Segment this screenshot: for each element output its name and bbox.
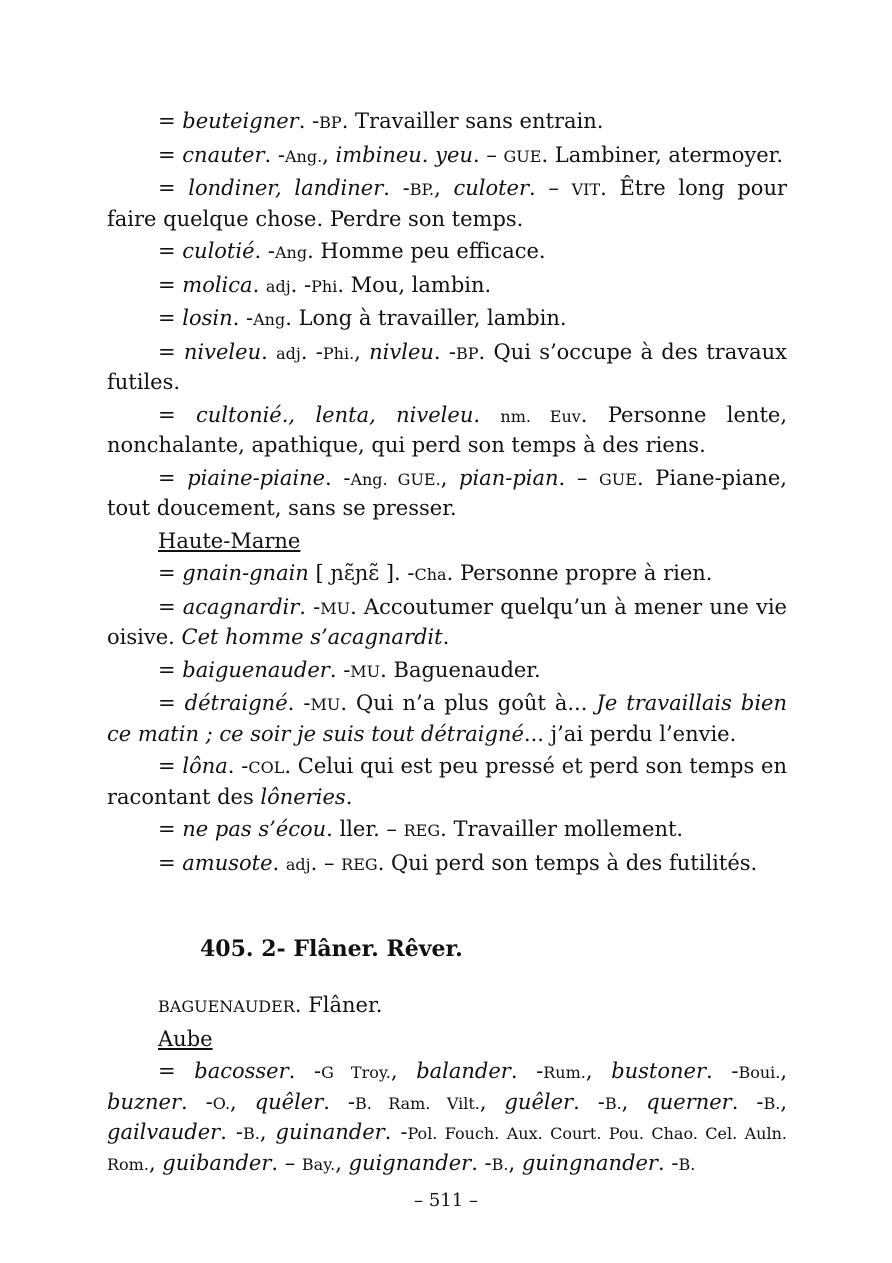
text-run: . Accoutumer quelqu’un à mener une vie oisive. bbox=[107, 594, 787, 649]
text-run: . - bbox=[573, 1089, 605, 1114]
dialect-term: détraigné bbox=[184, 691, 288, 715]
source-abbrev: adj bbox=[265, 276, 291, 296]
dialect-term: querner bbox=[646, 1089, 732, 1114]
text-run: . - bbox=[433, 339, 456, 364]
dictionary-entry bbox=[107, 1057, 787, 1179]
text-run: . - bbox=[227, 754, 249, 778]
source-abbrev: BP bbox=[319, 113, 342, 132]
text-run: . - bbox=[471, 1150, 492, 1175]
text-run: , bbox=[335, 1150, 349, 1175]
source-abbrev: Cha bbox=[414, 565, 447, 584]
text-run: = bbox=[158, 1059, 195, 1083]
source-abbrev: COL bbox=[248, 758, 285, 777]
text-run: , bbox=[322, 142, 336, 167]
text-run: . – bbox=[310, 850, 342, 875]
text-run: [ ɲɛ̃ɲɛ̃ ]. - bbox=[308, 561, 415, 585]
source-abbrev: Pol. Fouch. Aux. Court. Pou. Chao. Cel. Auln. Rom. bbox=[107, 1124, 787, 1174]
dictionary-entry bbox=[107, 174, 787, 234]
text-run: = bbox=[158, 402, 196, 427]
dialect-term: beuteigner bbox=[182, 109, 299, 133]
source-abbrev: Ang bbox=[274, 243, 308, 262]
text-run: = bbox=[158, 176, 189, 200]
text-run: . Celui qui est peu pressé et perd son temps en racontant des bbox=[107, 754, 787, 809]
source-abbrev: MU bbox=[320, 598, 351, 618]
source-abbrev: G Troy. bbox=[321, 1063, 391, 1082]
source-abbrev: GUE bbox=[503, 146, 542, 166]
text-run: . bbox=[252, 272, 266, 297]
source-abbrev: adj bbox=[276, 343, 301, 363]
text-run: = bbox=[158, 239, 183, 263]
dialect-term: imbineu. yeu bbox=[335, 142, 473, 167]
text-run: . Flâner. bbox=[294, 993, 383, 1017]
source-abbrev: BAGUENAUDER bbox=[158, 997, 295, 1016]
dialect-term: lôneries bbox=[260, 784, 346, 809]
dialect-term: balander bbox=[416, 1059, 511, 1083]
text-run: . Qui perd son temps à des futilités. bbox=[377, 850, 758, 875]
source-abbrev: nm. Euv bbox=[500, 406, 581, 426]
dialect-term: cultonié., lenta, niveleu bbox=[195, 402, 474, 427]
page-body bbox=[107, 104, 787, 1179]
text-run: = bbox=[158, 142, 183, 167]
dialect-term: guêler bbox=[504, 1089, 574, 1114]
dialect-term: molica bbox=[182, 272, 253, 297]
dialect-term: guignander bbox=[348, 1150, 472, 1175]
dialect-term: gnain-gnain bbox=[182, 561, 309, 585]
text-run: = bbox=[158, 594, 183, 619]
page-number: – 511 – bbox=[414, 1190, 478, 1211]
entries-haute-marne bbox=[107, 559, 787, 879]
text-run: = bbox=[158, 657, 183, 682]
text-run: , bbox=[390, 1059, 417, 1083]
text-run: . - bbox=[706, 1059, 739, 1083]
source-abbrev: B. bbox=[604, 1093, 622, 1113]
text-run: . - bbox=[264, 142, 285, 167]
source-abbrev: Ang. GUE. bbox=[350, 469, 441, 489]
text-run: , bbox=[148, 1150, 163, 1175]
text-run: = bbox=[158, 691, 185, 715]
dialect-term: piaine-piaine bbox=[187, 465, 326, 490]
text-run: . - bbox=[329, 657, 351, 682]
source-abbrev: REG bbox=[341, 854, 378, 874]
source-abbrev: Boui. bbox=[738, 1063, 781, 1082]
dictionary-entry bbox=[107, 593, 787, 653]
dialect-term: buzner bbox=[107, 1089, 182, 1114]
source-abbrev: B. bbox=[242, 1124, 260, 1143]
dialect-term: niveleu bbox=[183, 339, 262, 364]
source-abbrev: B. Ram. Vilt. bbox=[355, 1093, 480, 1113]
text-run: , bbox=[780, 1089, 788, 1114]
text-run: . Qui n’a plus goût à... bbox=[340, 691, 597, 715]
text-run: . Personne propre à rien. bbox=[446, 561, 713, 585]
source-abbrev: VIT bbox=[571, 180, 601, 199]
dictionary-entry bbox=[107, 849, 787, 880]
section-intro bbox=[107, 991, 787, 1022]
text-run: = bbox=[158, 754, 183, 778]
text-run: . - bbox=[657, 1150, 679, 1175]
text-run: = bbox=[158, 306, 183, 330]
text-run: . – bbox=[472, 142, 504, 167]
text-run: . bbox=[272, 850, 286, 875]
text-run: , bbox=[259, 1120, 276, 1144]
text-run: . - bbox=[325, 465, 351, 490]
dialect-term: quêler bbox=[254, 1089, 324, 1114]
text-run: , bbox=[780, 1059, 788, 1083]
dialect-term: londiner, landiner bbox=[188, 176, 384, 200]
source-abbrev: B. bbox=[763, 1093, 781, 1113]
dictionary-entry bbox=[107, 689, 787, 749]
text-run: . Travailler sans entrain. bbox=[341, 109, 604, 133]
text-run: . Mou, lambin. bbox=[337, 272, 492, 297]
dialect-term: gailvauder bbox=[107, 1120, 221, 1144]
text-run: . - bbox=[232, 306, 254, 330]
dictionary-entry bbox=[107, 401, 787, 461]
text-run: . Qui s’occupe à des travaux futiles. bbox=[107, 339, 787, 394]
source-abbrev: Ang. bbox=[284, 146, 323, 166]
text-run: . - bbox=[300, 339, 323, 364]
source-abbrev: BP. bbox=[409, 180, 435, 199]
dialect-term: lôna bbox=[182, 754, 228, 778]
text-run: . Lambiner, atermoyer. bbox=[541, 142, 784, 167]
text-run: = bbox=[158, 561, 183, 585]
text-run: . Baguenauder. bbox=[380, 657, 541, 682]
text-run: . - bbox=[298, 109, 320, 133]
text-run: . - bbox=[288, 1059, 322, 1083]
text-run: , bbox=[621, 1089, 647, 1114]
dialect-term: pian-pian bbox=[459, 465, 559, 490]
dictionary-entry bbox=[107, 656, 787, 687]
text-run: , bbox=[585, 1059, 612, 1083]
source-abbrev: Bay. bbox=[301, 1154, 336, 1174]
entries-general bbox=[107, 107, 787, 524]
dialect-term: ne pas s’écou bbox=[182, 817, 327, 841]
entries-aube bbox=[107, 1057, 787, 1179]
dialect-term: cnauter bbox=[182, 142, 265, 167]
region-heading-haute-marne: Haute-Marne bbox=[158, 528, 301, 553]
text-run: . - bbox=[254, 239, 275, 263]
dialect-term: nivleu bbox=[369, 339, 434, 364]
text-run: . - bbox=[181, 1089, 213, 1114]
text-run: = bbox=[158, 850, 183, 875]
dialect-term: Je travaillais bien ce matin ; ce soir je suis tout détraigné bbox=[107, 691, 787, 746]
dictionary-entry bbox=[107, 338, 787, 398]
text-run: , bbox=[230, 1089, 255, 1114]
source-abbrev: MU bbox=[350, 661, 381, 681]
dictionary-entry bbox=[107, 304, 787, 335]
dialect-term: losin bbox=[182, 306, 233, 330]
text-run: . bbox=[473, 402, 501, 427]
source-abbrev: Phi bbox=[311, 276, 338, 296]
text-run: . Piane-piane, tout doucement, sans se presser. bbox=[107, 465, 787, 520]
source-abbrev: BP bbox=[455, 343, 479, 363]
text-run: , bbox=[434, 176, 454, 200]
dictionary-entry bbox=[107, 559, 787, 590]
source-abbrev: B. bbox=[491, 1154, 509, 1174]
section-heading: 405. 2- Flâner. Rêver. bbox=[200, 936, 463, 962]
dialect-term: baiguenauder bbox=[182, 657, 330, 682]
dialect-term: Cet homme s’acagnardit bbox=[181, 625, 443, 649]
text-run: . – bbox=[529, 176, 572, 200]
text-run: . - bbox=[383, 176, 410, 200]
source-abbrev: adj bbox=[285, 854, 311, 874]
text-run: . - bbox=[731, 1089, 764, 1114]
source-abbrev: REG bbox=[403, 821, 441, 840]
dictionary-entry bbox=[107, 141, 787, 172]
text-run: . bbox=[345, 784, 353, 809]
text-run: . Travailler mollement. bbox=[440, 817, 684, 841]
text-run: , bbox=[440, 465, 460, 490]
text-run: . - bbox=[220, 1120, 243, 1144]
text-run: = bbox=[158, 465, 188, 490]
dictionary-entry bbox=[107, 271, 787, 302]
dialect-term: culoter bbox=[453, 176, 530, 200]
source-abbrev: B. bbox=[678, 1154, 696, 1174]
dictionary-entry bbox=[107, 752, 787, 812]
text-run: . - bbox=[299, 594, 321, 619]
text-run: . – bbox=[271, 1150, 302, 1175]
dictionary-entry bbox=[107, 107, 787, 138]
text-run: . Être long pour faire quelque chose. Perdre son temps. bbox=[107, 176, 788, 231]
dialect-term: guingnander bbox=[521, 1150, 658, 1175]
text-run: , bbox=[508, 1150, 522, 1175]
source-abbrev: Phi. bbox=[322, 343, 355, 363]
dialect-term: acagnardir bbox=[182, 594, 300, 619]
source-abbrev: O. bbox=[212, 1093, 231, 1113]
text-run: = bbox=[158, 817, 183, 841]
text-run: . - bbox=[384, 1120, 408, 1144]
text-run: . - bbox=[510, 1059, 544, 1083]
text-run: . Long à travailler, lambin. bbox=[285, 306, 567, 330]
dialect-term: bustoner bbox=[611, 1059, 707, 1083]
text-run: . bbox=[442, 625, 450, 649]
text-run: . Homme peu efficace. bbox=[307, 239, 546, 263]
dialect-term: amusote bbox=[182, 850, 273, 875]
text-run: = bbox=[158, 272, 183, 297]
text-run: ... j’ai perdu l’envie. bbox=[523, 721, 737, 746]
text-run: . ller. – bbox=[326, 817, 404, 841]
text-run: . – bbox=[558, 465, 599, 490]
text-run: . Personne lente, nonchalante, apathique, qui perd son temps à des riens. bbox=[107, 402, 787, 457]
region-heading-aube: Aube bbox=[158, 1026, 213, 1051]
dictionary-entry bbox=[107, 464, 787, 524]
source-abbrev: Rum. bbox=[543, 1063, 586, 1082]
dialect-term: guibander bbox=[162, 1150, 272, 1175]
dictionary-entry bbox=[107, 237, 787, 268]
text-run: . bbox=[261, 339, 277, 364]
text-run: . - bbox=[287, 691, 311, 715]
source-abbrev: Ang bbox=[253, 310, 286, 329]
source-abbrev: GUE bbox=[598, 469, 637, 489]
text-run: . - bbox=[290, 272, 312, 297]
dialect-term: bacosser bbox=[194, 1059, 289, 1083]
text-run: , bbox=[479, 1089, 505, 1114]
dialect-term: guinander bbox=[275, 1120, 385, 1144]
text-run: . - bbox=[323, 1089, 356, 1114]
dialect-term: culotié bbox=[182, 239, 255, 263]
text-run: = bbox=[158, 339, 184, 364]
text-run: = bbox=[158, 109, 183, 133]
dictionary-entry bbox=[107, 815, 787, 846]
text-run: , bbox=[354, 339, 370, 364]
source-abbrev: MU bbox=[310, 695, 341, 714]
